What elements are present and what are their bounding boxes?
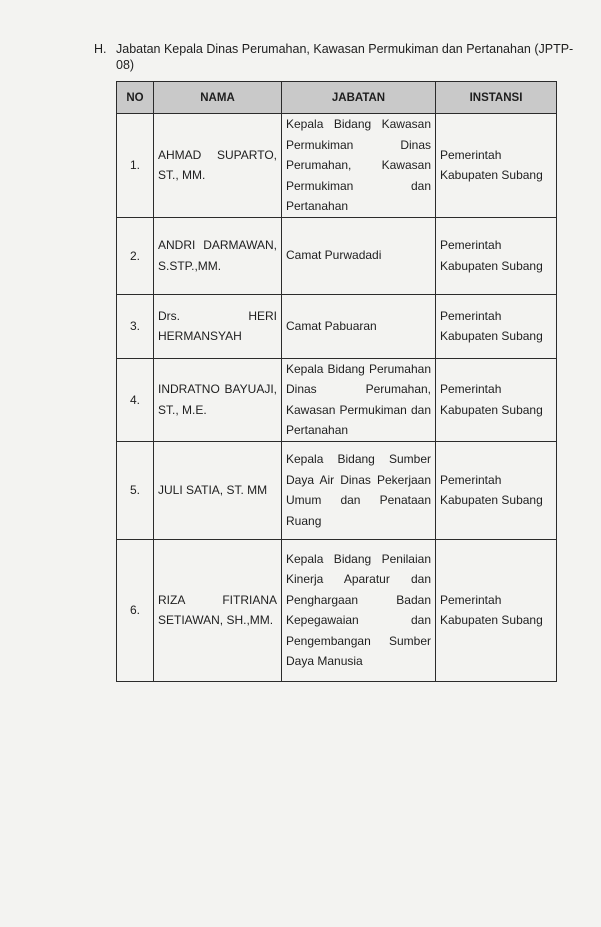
row-jabatan: Kepala Bidang Perumahan Dinas Perumahan, Kawasan Permukiman dan Pertanahan — [282, 358, 436, 441]
row-jabatan: Camat Purwadadi — [282, 217, 436, 294]
header-instansi: INSTANSI — [436, 82, 557, 114]
table-row — [117, 441, 557, 539]
row-no: 4. — [117, 358, 154, 441]
row-instansi: Pemerintah Kabupaten Subang — [436, 358, 557, 441]
row-instansi: Pemerintah Kabupaten Subang — [436, 539, 557, 681]
table-row — [117, 294, 557, 358]
section-title: Jabatan Kepala Dinas Perumahan, Kawasan Permukiman dan Pertanahan (JPTP-08) — [116, 42, 574, 72]
row-no: 5. — [117, 441, 154, 539]
table-header-row — [117, 82, 557, 114]
row-no: 3. — [117, 294, 154, 358]
table-row — [117, 539, 557, 681]
row-nama: Drs. HERI HERMANSYAH — [154, 294, 282, 358]
header-no: NO — [117, 82, 154, 114]
section-heading — [94, 41, 576, 73]
row-jabatan: Camat Pabuaran — [282, 294, 436, 358]
row-instansi: Pemerintah Kabupaten Subang — [436, 441, 557, 539]
row-nama: ANDRI DARMAWAN, S.STP.,MM. — [154, 217, 282, 294]
row-jabatan: Kepala Bidang Kawasan Permukiman Dinas Perumahan, Kawasan Permukiman dan Pertanahan — [282, 114, 436, 218]
row-nama: AHMAD SUPARTO, ST., MM. — [154, 114, 282, 218]
row-nama: RIZA FITRIANA SETIAWAN, SH.,MM. — [154, 539, 282, 681]
row-instansi: Pemerintah Kabupaten Subang — [436, 217, 557, 294]
row-nama: INDRATNO BAYUAJI, ST., M.E. — [154, 358, 282, 441]
row-instansi: Pemerintah Kabupaten Subang — [436, 294, 557, 358]
section-letter: H. — [94, 42, 107, 56]
row-nama: JULI SATIA, ST. MM — [154, 441, 282, 539]
row-no: 6. — [117, 539, 154, 681]
row-instansi: Pemerintah Kabupaten Subang — [436, 114, 557, 218]
candidate-table — [116, 81, 557, 682]
row-no: 2. — [117, 217, 154, 294]
row-no: 1. — [117, 114, 154, 218]
table-row — [117, 217, 557, 294]
header-jabatan: JABATAN — [282, 82, 436, 114]
header-nama: NAMA — [154, 82, 282, 114]
row-jabatan: Kepala Bidang Penilaian Kinerja Aparatur dan Penghargaan Badan Kepegawaian dan Pengembangan Sumber Daya Manusia — [282, 539, 436, 681]
row-jabatan: Kepala Bidang Sumber Daya Air Dinas Pekerjaan Umum dan Penataan Ruang — [282, 441, 436, 539]
table-row — [117, 358, 557, 441]
table-row — [117, 114, 557, 218]
